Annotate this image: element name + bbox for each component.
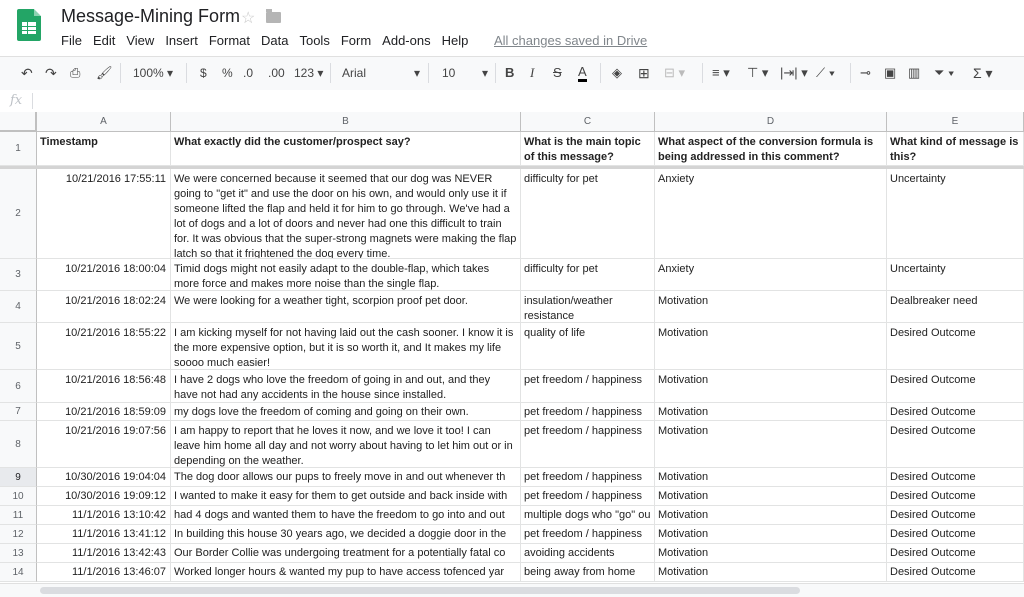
cell-quote[interactable]: Our Border Collie was undergoing treatment for a potentially fatal co	[171, 544, 521, 563]
horizontal-scrollbar[interactable]	[0, 583, 1024, 597]
menu-addons[interactable]: Add-ons	[382, 33, 431, 48]
functions-button[interactable]: Σ ▾	[973, 65, 993, 81]
sheets-logo-icon[interactable]	[17, 9, 41, 41]
row-header[interactable]: 1	[0, 132, 37, 166]
menu-tools[interactable]: Tools	[299, 33, 330, 48]
menu-form[interactable]: Form	[340, 33, 372, 48]
cell-aspect[interactable]: Motivation	[655, 525, 887, 544]
borders-icon[interactable]: ⊞	[638, 65, 650, 81]
column-header-a[interactable]: A	[37, 112, 171, 132]
text-wrap-icon[interactable]: |⇥| ▾	[780, 65, 808, 80]
fx-icon: fx	[10, 93, 23, 108]
cell-kind[interactable]: Desired Outcome	[887, 506, 1024, 525]
cell-kind[interactable]: Dealbreaker need	[887, 291, 1024, 323]
menu-insert[interactable]: Insert	[165, 33, 198, 48]
cell-kind[interactable]: Desired Outcome	[887, 544, 1024, 563]
row-header[interactable]: 8	[0, 421, 37, 468]
text-color-button[interactable]: A	[578, 65, 587, 82]
cell-timestamp[interactable]: 11/1/2016 13:41:12	[37, 525, 171, 544]
print-icon[interactable]: ⎙	[70, 65, 81, 80]
row-header[interactable]: 5	[0, 323, 37, 370]
cell-topic[interactable]: pet freedom / happiness	[521, 370, 655, 403]
font-size-select[interactable]: 10 ▾	[442, 66, 488, 80]
star-icon[interactable]: ☆	[241, 10, 256, 27]
cell-quote[interactable]: Timid dogs might not easily adapt to the double-flap, which takes more force and makes more noise than the single flap.	[171, 259, 521, 291]
cell-topic[interactable]: pet freedom / happiness	[521, 525, 655, 544]
header-cell-topic[interactable]: What is the main topic of this message?	[521, 132, 655, 166]
cell-quote[interactable]: We were looking for a weather tight, scorpion proof pet door.	[171, 291, 521, 323]
cell-kind[interactable]: Desired Outcome	[887, 370, 1024, 403]
formula-bar[interactable]	[0, 90, 1024, 113]
cell-kind[interactable]: Desired Outcome	[887, 323, 1024, 370]
cell-kind[interactable]: Desired Outcome	[887, 468, 1024, 487]
align-horizontal-icon[interactable]: ≡ ▾	[712, 65, 730, 80]
cell-quote[interactable]: I am happy to report that he loves it now, and we love it too! I can leave him home all day and not worry about having to let him out or in depending on the weather.	[171, 421, 521, 468]
cell-timestamp[interactable]: 10/30/2016 19:09:12	[37, 487, 171, 506]
cell-timestamp[interactable]: 11/1/2016 13:10:42	[37, 506, 171, 525]
header-cell-aspect[interactable]: What aspect of the conversion formula is being addressed in this comment?	[655, 132, 887, 166]
header-cell-timestamp[interactable]: Timestamp	[37, 132, 171, 166]
decrease-decimal-button[interactable]: .0	[243, 66, 254, 80]
cell-topic[interactable]: difficulty for pet	[521, 259, 655, 291]
column-header-d[interactable]: D	[655, 112, 887, 132]
title-bar	[0, 0, 1024, 55]
cell-aspect[interactable]: Motivation	[655, 544, 887, 563]
column-header-c[interactable]: C	[521, 112, 655, 132]
column-header-b[interactable]: B	[171, 112, 521, 132]
menu-help[interactable]: Help	[441, 33, 469, 48]
currency-button[interactable]: $	[200, 66, 207, 80]
cell-aspect[interactable]: Motivation	[655, 291, 887, 323]
cell-topic[interactable]: difficulty for pet	[521, 169, 655, 259]
cell-topic[interactable]: avoiding accidents	[521, 544, 655, 563]
cell-aspect[interactable]: Motivation	[655, 421, 887, 468]
cell-aspect[interactable]: Anxiety	[655, 259, 887, 291]
cell-topic[interactable]: quality of life	[521, 323, 655, 370]
cell-aspect[interactable]: Motivation	[655, 370, 887, 403]
cell-timestamp[interactable]: 10/21/2016 18:00:04	[37, 259, 171, 291]
cell-quote[interactable]: I have 2 dogs who love the freedom of going in and out, and they have not had any accidents in the house since installed.	[171, 370, 521, 403]
cell-kind[interactable]: Desired Outcome	[887, 403, 1024, 421]
cell-kind[interactable]: Desired Outcome	[887, 563, 1024, 582]
cell-quote[interactable]: I wanted to make it easy for them to get outside and back inside with	[171, 487, 521, 506]
cell-kind[interactable]: Desired Outcome	[887, 421, 1024, 468]
cell-quote[interactable]: I am kicking myself for not having laid out the cash sooner. I know it is the more expensive option, but it is so worth it, and It makes my life soooo much easier!	[171, 323, 521, 370]
cell-timestamp[interactable]: 10/21/2016 18:55:22	[37, 323, 171, 370]
more-formats-select[interactable]: 123 ▾	[294, 66, 324, 80]
cell-timestamp[interactable]: 10/21/2016 17:55:11	[37, 169, 171, 259]
percent-button[interactable]: %	[222, 66, 233, 80]
column-header-e[interactable]: E	[887, 112, 1024, 132]
redo-icon[interactable]: ↷	[45, 65, 57, 81]
cell-topic[interactable]: being away from home	[521, 563, 655, 582]
cell-aspect[interactable]: Motivation	[655, 403, 887, 421]
cell-timestamp[interactable]: 10/21/2016 18:59:09	[37, 403, 171, 421]
row-header[interactable]: 14	[0, 563, 37, 582]
merge-cells-icon[interactable]: ⊟ ▾	[664, 65, 686, 80]
row-header[interactable]: 11	[0, 506, 37, 525]
font-select[interactable]: Arial ▾	[342, 66, 420, 80]
fill-color-icon[interactable]: ◈	[612, 65, 622, 80]
folder-icon[interactable]	[266, 12, 281, 23]
header-cell-kind[interactable]: What kind of message is this?	[887, 132, 1024, 166]
cell-timestamp[interactable]: 10/21/2016 18:56:48	[37, 370, 171, 403]
header-cell-quote[interactable]: What exactly did the customer/prospect say?	[171, 132, 521, 166]
menu-edit[interactable]: Edit	[92, 33, 116, 48]
cell-topic[interactable]: pet freedom / happiness	[521, 468, 655, 487]
cell-timestamp[interactable]: 10/21/2016 19:07:56	[37, 421, 171, 468]
cell-timestamp[interactable]: 11/1/2016 13:46:07	[37, 563, 171, 582]
row-header[interactable]: 3	[0, 259, 37, 291]
undo-icon[interactable]: ↶	[21, 65, 33, 81]
cell-timestamp[interactable]: 10/30/2016 19:04:04	[37, 468, 171, 487]
filter-icon[interactable]: ⏷ ▾	[934, 65, 955, 80]
insert-link-icon[interactable]: ⊸	[860, 65, 871, 80]
menu-bar	[61, 33, 479, 48]
cell-kind[interactable]: Desired Outcome	[887, 525, 1024, 544]
insert-comment-icon[interactable]: ▣	[884, 65, 897, 80]
row-header[interactable]: 2	[0, 169, 37, 259]
cell-topic[interactable]: pet freedom / happiness	[521, 403, 655, 421]
text-rotation-icon[interactable]: ⟋ ▾	[816, 65, 836, 80]
cell-topic[interactable]: pet freedom / happiness	[521, 421, 655, 468]
cell-aspect[interactable]: Motivation	[655, 506, 887, 525]
menu-file[interactable]: File	[61, 33, 82, 48]
cell-aspect[interactable]: Motivation	[655, 468, 887, 487]
insert-chart-icon[interactable]: ▥	[908, 65, 921, 80]
save-status-link[interactable]: All changes saved in Drive	[494, 33, 648, 48]
cell-quote[interactable]: Worked longer hours & wanted my pup to have access tofenced yar	[171, 563, 521, 582]
cell-aspect[interactable]: Anxiety	[655, 169, 887, 259]
cell-aspect[interactable]: Motivation	[655, 487, 887, 506]
paint-format-icon[interactable]: 🖌	[96, 65, 113, 80]
align-vertical-icon[interactable]: ⊤ ▾	[747, 65, 769, 80]
menu-view[interactable]: View	[126, 33, 155, 48]
cell-aspect[interactable]: Motivation	[655, 563, 887, 582]
menu-data[interactable]: Data	[261, 33, 289, 48]
increase-decimal-button[interactable]: .00	[268, 66, 285, 80]
italic-button[interactable]: I	[530, 65, 535, 80]
zoom-select[interactable]: 100% ▾	[133, 66, 174, 80]
cell-topic[interactable]: insulation/weather resistance	[521, 291, 655, 323]
menu-format[interactable]: Format	[208, 33, 250, 48]
cell-timestamp[interactable]: 11/1/2016 13:42:43	[37, 544, 171, 563]
cell-kind[interactable]: Desired Outcome	[887, 487, 1024, 506]
document-title[interactable]: Message-Mining Form	[61, 6, 241, 26]
row-header[interactable]: 12	[0, 525, 37, 544]
cell-quote[interactable]: my dogs love the freedom of coming and going on their own.	[171, 403, 521, 421]
cell-aspect[interactable]: Motivation	[655, 323, 887, 370]
cell-kind[interactable]: Uncertainty	[887, 259, 1024, 291]
cell-quote[interactable]: In building this house 30 years ago, we decided a doggie door in the	[171, 525, 521, 544]
cell-quote[interactable]: had 4 dogs and wanted them to have the freedom to go into and out	[171, 506, 521, 525]
row-header[interactable]: 10	[0, 487, 37, 506]
cell-quote[interactable]: We were concerned because it seemed that our dog was NEVER going to "get it" and use the door on his own, and would only use it if someone lifted the flap and held it for him to go through. We've had a lot of dogs and a lot of doors and never had one this difficult to train for. It was obvious that the super-strong magnets were making the flap latch so that it frightened the dog every time.	[171, 169, 521, 259]
row-header[interactable]: 9	[0, 468, 37, 487]
row-header[interactable]: 6	[0, 370, 37, 403]
select-all-corner[interactable]	[0, 112, 37, 132]
cell-topic[interactable]: pet freedom / happiness	[521, 487, 655, 506]
cell-kind[interactable]: Uncertainty	[887, 169, 1024, 259]
cell-timestamp[interactable]: 10/21/2016 18:02:24	[37, 291, 171, 323]
cell-topic[interactable]: multiple dogs who "go" ou	[521, 506, 655, 525]
cell-quote[interactable]: The dog door allows our pups to freely move in and out whenever th	[171, 468, 521, 487]
row-header[interactable]: 4	[0, 291, 37, 323]
row-header[interactable]: 7	[0, 403, 37, 421]
bold-button[interactable]: B	[505, 65, 515, 80]
scrollbar-thumb[interactable]	[40, 587, 800, 594]
row-header[interactable]: 13	[0, 544, 37, 563]
toolbar	[0, 56, 1024, 91]
strikethrough-button[interactable]: S	[553, 65, 562, 80]
